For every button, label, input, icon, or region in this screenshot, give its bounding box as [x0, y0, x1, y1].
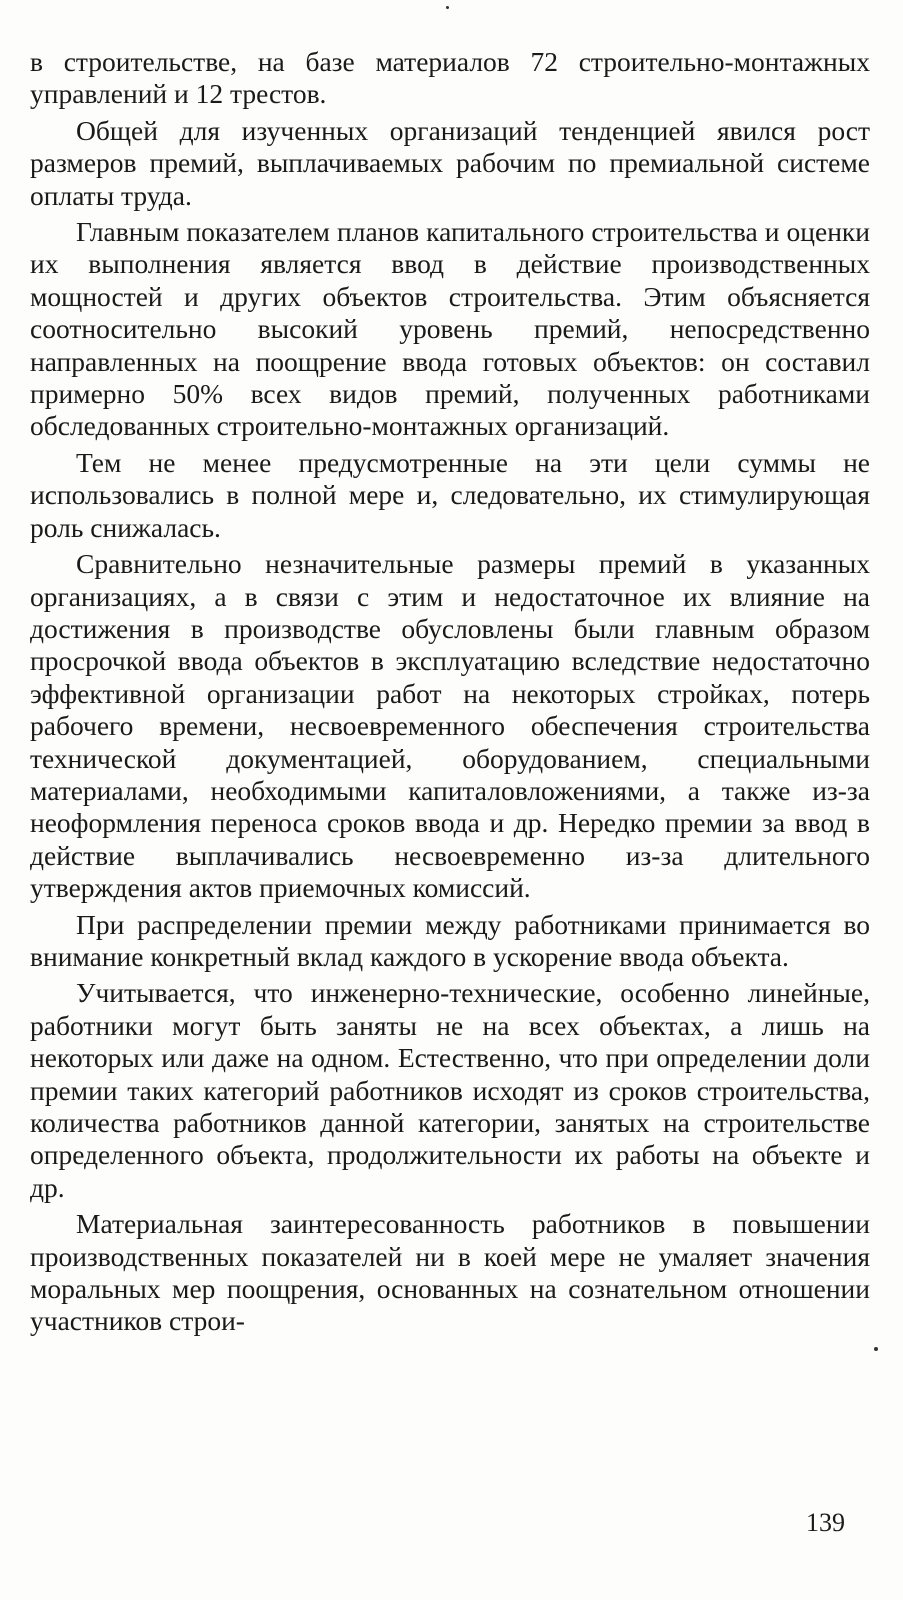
body-text	[30, 46, 870, 1342]
page-number: 139	[806, 1508, 845, 1537]
paragraph: в строительстве, на базе материалов 72 строительно-монтажных управлений и 12 трестов.	[30, 46, 870, 110]
paragraph: Тем не менее предусмотренные на эти цели суммы не использовались в полной мере и, следовательно, их стимулирующая роль снижалась.	[30, 446, 870, 543]
print-speck	[446, 6, 449, 9]
print-speck	[874, 1347, 878, 1351]
paragraph: Учитывается, что инженерно-технические, особенно линейные, работники могут быть заняты не на всех объектах, а лишь на некоторых или даже на одном. Естественно, что при определении доли премии таких категорий работников исходят из сроков строительства, количества работников данной категории, занятых на строительстве определенного объекта, продолжительности их работы на объекте и др.	[30, 977, 870, 1203]
paragraph: Общей для изученных организаций тенденцией явился рост размеров премий, выплачиваемых рабочим по премиальной системе оплаты труда.	[30, 114, 870, 211]
paragraph: При распределении премии между работниками принимается во внимание конкретный вклад каждого в ускорение ввода объекта.	[30, 908, 870, 972]
paragraph: Главным показателем планов капитального строительства и оценки их выполнения является ввод в действие производственных мощностей и других объектов строительства. Этим объясняется соотносительно высокий уровень премий, непосредственно направленных на поощрение ввода готовых объектов: он составил примерно 50% всех видов премий, полученных работниками обследованных строительно-монтажных организаций.	[30, 216, 870, 442]
paragraph: Сравнительно незначительные размеры премий в указанных организациях, а в связи с этим и недостаточное их влияние на достижения в производстве обусловлены были главным образом просрочкой ввода объектов в эксплуатацию вследствие недостаточно эффективной организации работ на некоторых стройках, потерь рабочего времени, несвоевременного обеспечения строительства технической документацией, оборудованием, специальными материалами, необходимыми капиталовложениями, а также из-за неоформления переноса сроков ввода и др. Нередко премии за ввод в действие выплачивались несвоевременно из-за длительного утверждения актов приемочных комиссий.	[30, 548, 870, 904]
paragraph: Материальная заинтересованность работников в повышении производственных показателей ни в коей мере не умаляет значения моральных мер поощрения, основанных на сознательном отношении участников строи-	[30, 1208, 870, 1337]
